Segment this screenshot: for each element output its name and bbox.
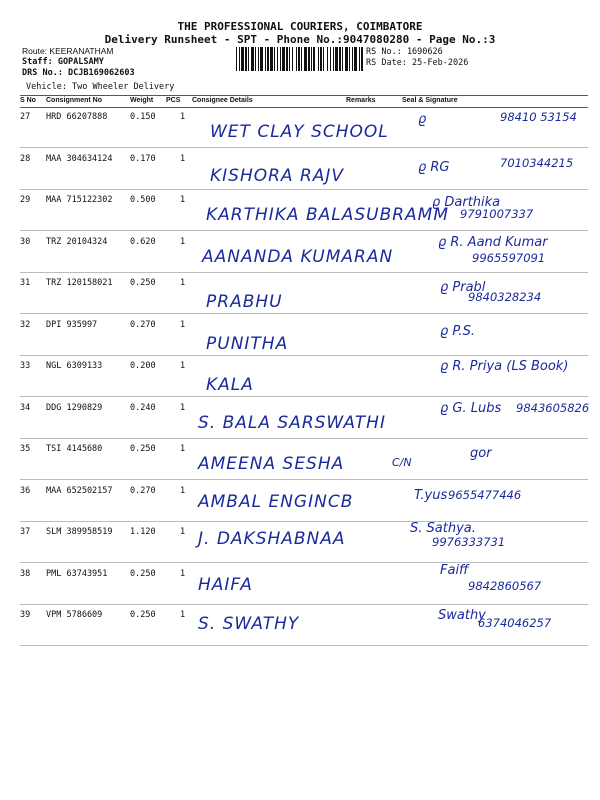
remarks: C/N (392, 456, 412, 469)
row-weight: 0.170 (130, 153, 156, 164)
row-sno: 34 (20, 402, 31, 413)
consignee-phone: 9840328234 (468, 290, 542, 304)
consignee-phone: 98410 53154 (500, 110, 577, 124)
row-pcs: 1 (180, 195, 186, 205)
signature: ϱ RG (418, 159, 450, 175)
row-sno: 31 (20, 278, 31, 288)
consignee-name: AMBAL ENGINCB (198, 491, 354, 512)
consignee-name: J. DAKSHABNAA (198, 529, 346, 549)
consignee-name: PRABHU (206, 292, 283, 312)
row-sno: 28 (20, 153, 31, 164)
row-weight: 1.120 (130, 527, 156, 537)
table-row (20, 106, 588, 148)
row-sno: 33 (20, 361, 31, 371)
col-pcs: PCS (166, 97, 181, 104)
row-consignment: SLM 389958519 (46, 527, 113, 537)
row-weight: 0.270 (130, 485, 156, 496)
table-row (20, 148, 588, 190)
runsheet-subtitle: Delivery Runsheet - SPT - Phone No.:9047080280 - Page No.:3 (104, 33, 496, 46)
signature: ϱ R. Priya (LS Book) (440, 359, 569, 374)
row-consignment: NGL 6309133 (46, 361, 103, 371)
row-consignment: TRZ 20104324 (46, 236, 108, 247)
row-pcs: 1 (180, 610, 186, 620)
row-pcs: 1 (180, 112, 186, 122)
vehicle-label: Vehicle: Two Wheeler Delivery (26, 82, 175, 92)
row-sno: 39 (20, 610, 31, 620)
row-consignment: HRD 66207888 (46, 112, 108, 122)
row-pcs: 1 (180, 153, 186, 164)
consignee-phone: 9842860567 (468, 578, 542, 593)
signature: ϱ (418, 112, 427, 127)
consignee-name: WET CLAY SCHOOL (210, 122, 389, 142)
rs-number: RS No.: 1690626 (366, 47, 443, 57)
row-pcs: 1 (180, 402, 186, 413)
row-sno: 27 (20, 112, 31, 122)
consignee-name: AMEENA SESHA (198, 454, 345, 474)
row-consignment: PML 63743951 (46, 568, 108, 579)
company-title: THE PROFESSIONAL COURIERS, COIMBATORE (177, 20, 423, 33)
consignee-phone: 9655477446 (448, 487, 522, 502)
table-row (20, 438, 588, 480)
row-weight: 0.500 (130, 195, 156, 205)
row-consignment: DPI 935997 (46, 319, 98, 330)
staff-label: Staff: GOPALSAMY (22, 57, 104, 67)
consignee-phone: 9843605826 (516, 400, 590, 415)
table-row (20, 397, 588, 439)
consignee-name: PUNITHA (206, 333, 289, 354)
row-pcs: 1 (180, 319, 186, 330)
row-sno: 36 (20, 485, 31, 496)
col-consignee: Consignee Details (192, 97, 253, 104)
row-consignment: TRZ 120158021 (46, 278, 113, 288)
row-consignment: MAA 304634124 (46, 153, 113, 164)
signature: ϱ G. Lubs (440, 400, 502, 416)
table-row (20, 355, 588, 397)
signature: ϱ Darthika (432, 195, 501, 210)
row-weight: 0.250 (130, 278, 156, 288)
consignee-phone: 7010344215 (500, 155, 574, 170)
row-pcs: 1 (180, 568, 186, 579)
row-sno: 29 (20, 195, 31, 205)
row-weight: 0.250 (130, 610, 156, 620)
row-consignment: VPM 5786609 (46, 610, 103, 620)
consignee-name: KARTHIKA BALASUBRAMM (206, 205, 450, 225)
row-weight: 0.620 (130, 236, 156, 247)
row-sno: 38 (20, 568, 31, 579)
table-row (20, 189, 588, 231)
signature: ϱ P.S. (440, 323, 475, 339)
col-remarks: Remarks (346, 97, 376, 104)
row-weight: 0.240 (130, 402, 156, 413)
row-weight: 0.150 (130, 112, 156, 122)
row-sno: 30 (20, 236, 31, 247)
consignee-name: S. BALA SARSWATHI (198, 412, 386, 433)
row-pcs: 1 (180, 444, 186, 454)
row-pcs: 1 (180, 236, 186, 247)
row-pcs: 1 (180, 361, 186, 371)
row-weight: 0.250 (130, 568, 156, 579)
row-weight: 0.200 (130, 361, 156, 371)
table-row (20, 480, 588, 522)
signature: Faiff (440, 562, 469, 578)
drs-label: DRS No.: DCJB169062603 (22, 68, 135, 78)
row-weight: 0.250 (130, 444, 156, 454)
row-sno: 37 (20, 527, 31, 537)
consignee-name: KISHORA RAJV (210, 165, 345, 186)
runsheet-meta-right (366, 47, 468, 69)
signature: ϱ R. Aand Kumar (438, 234, 548, 250)
table-row (20, 604, 588, 646)
row-consignment: MAA 652502157 (46, 485, 113, 496)
row-pcs: 1 (180, 527, 186, 537)
consignee-name: HAIFA (198, 574, 253, 595)
consignee-phone: 9791007337 (460, 207, 534, 221)
row-consignment: TSI 4145680 (46, 444, 103, 454)
rs-date: RS Date: 25-Feb-2026 (366, 58, 469, 68)
signature: T.yus (414, 487, 448, 503)
consignee-name: S. SWATHY (198, 614, 300, 634)
consignee-phone: 9976333731 (432, 535, 506, 549)
signature: ϱ Prabl (440, 280, 486, 295)
consignee-phone: 6374046257 (478, 616, 552, 630)
consignee-phone: 9965597091 (472, 250, 546, 265)
col-weight: Weight (130, 97, 154, 104)
col-consignment: Consignment No (46, 97, 102, 104)
consignee-name: AANANDA KUMARAN (202, 246, 394, 267)
runsheet-meta-left (22, 46, 135, 79)
row-weight: 0.270 (130, 319, 156, 330)
consignee-name: KALA (206, 375, 254, 395)
signature: S. Sathya. (410, 521, 476, 536)
row-pcs: 1 (180, 278, 186, 288)
row-sno: 32 (20, 319, 31, 330)
table-row (20, 563, 588, 605)
row-consignment: DDG 1290829 (46, 402, 103, 413)
table-row (20, 314, 588, 356)
signature: Swathy (438, 608, 486, 623)
table-row (20, 272, 588, 314)
signature: gor (470, 446, 492, 461)
barcode (236, 47, 364, 71)
row-consignment: MAA 715122302 (46, 195, 113, 205)
col-sno: S No (20, 97, 36, 104)
row-sno: 35 (20, 444, 31, 454)
col-seal: Seal & Signature (402, 97, 458, 104)
route-label: Route: KEERANATHAM (22, 46, 114, 56)
row-pcs: 1 (180, 485, 186, 496)
table-row (20, 521, 588, 563)
table-row (20, 231, 588, 273)
